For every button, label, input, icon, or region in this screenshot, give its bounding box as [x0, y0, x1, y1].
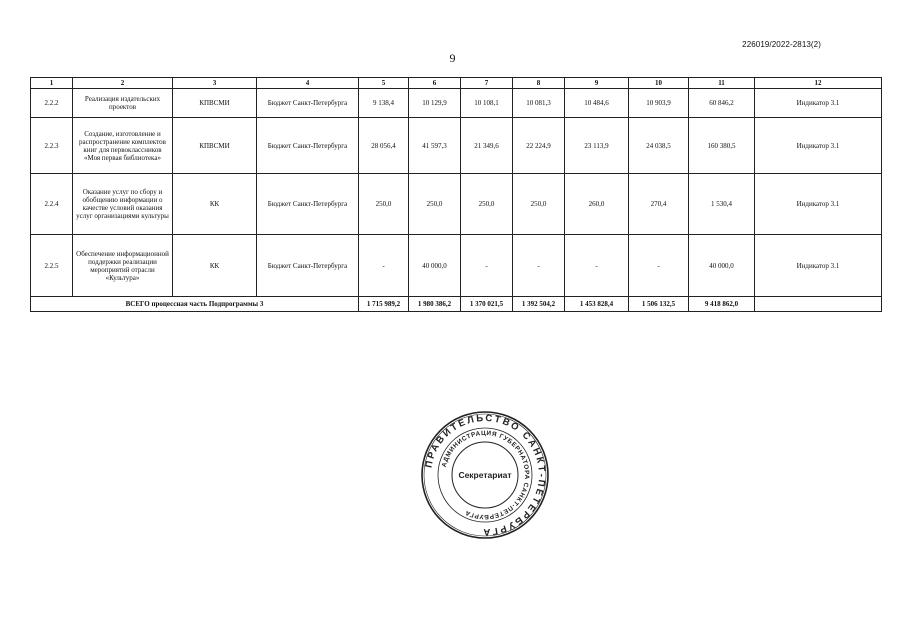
column-header: 12 — [755, 78, 882, 89]
total-empty-cell — [755, 297, 882, 312]
value-cell: - — [359, 235, 409, 297]
total-value: 1 370 021,5 — [461, 297, 513, 312]
value-cell: 10 903,9 — [629, 89, 689, 118]
value-cell: 250,0 — [513, 174, 565, 235]
table-row — [31, 89, 882, 118]
value-cell: 28 056,4 — [359, 118, 409, 174]
column-header: 3 — [173, 78, 257, 89]
executor: КПВСМИ — [173, 118, 257, 174]
indicator: Индикатор 3.1 — [755, 235, 882, 297]
value-cell: 22 224,9 — [513, 118, 565, 174]
value-cell: 160 380,5 — [689, 118, 755, 174]
row-code: 2.2.3 — [31, 118, 73, 174]
executor: КК — [173, 235, 257, 297]
column-header: 1 — [31, 78, 73, 89]
value-cell: 24 038,5 — [629, 118, 689, 174]
column-header: 2 — [73, 78, 173, 89]
executor: КК — [173, 174, 257, 235]
total-value: 1 453 828,4 — [565, 297, 629, 312]
value-cell: 10 484,6 — [565, 89, 629, 118]
value-cell: 9 138,4 — [359, 89, 409, 118]
table-row — [31, 174, 882, 235]
value-cell: 250,0 — [409, 174, 461, 235]
funding-source: Бюджет Санкт-Петербурга — [257, 118, 359, 174]
indicator: Индикатор 3.1 — [755, 118, 882, 174]
value-cell: - — [461, 235, 513, 297]
seal-ring-text: ПРАВИТЕЛЬСТВО САНКТ-ПЕТЕРБУРГА — [423, 412, 548, 538]
total-row — [31, 297, 882, 312]
value-cell: 40 000,0 — [689, 235, 755, 297]
column-header: 11 — [689, 78, 755, 89]
total-value: 1 506 132,5 — [629, 297, 689, 312]
value-cell: - — [513, 235, 565, 297]
budget-table — [30, 77, 882, 312]
value-cell: 10 108,1 — [461, 89, 513, 118]
value-cell: 250,0 — [461, 174, 513, 235]
total-value: 1 980 386,2 — [409, 297, 461, 312]
column-header: 9 — [565, 78, 629, 89]
indicator: Индикатор 3.1 — [755, 174, 882, 235]
header-row — [31, 78, 882, 89]
row-code: 2.2.5 — [31, 235, 73, 297]
table-row — [31, 235, 882, 297]
value-cell: 21 349,6 — [461, 118, 513, 174]
seal-center-text: Секретариат — [458, 470, 512, 480]
funding-source: Бюджет Санкт-Петербурга — [257, 174, 359, 235]
indicator: Индикатор 3.1 — [755, 89, 882, 118]
value-cell: 10 129,9 — [409, 89, 461, 118]
column-header: 10 — [629, 78, 689, 89]
column-header: 5 — [359, 78, 409, 89]
activity-name: Оказание услуг по сбору и обобщению информации о качестве условий оказания услуг организациями культуры — [73, 174, 173, 235]
activity-name: Создание, изготовление и распространение комплектов книг для первоклассников «Моя первая библиотека» — [73, 118, 173, 174]
row-code: 2.2.4 — [31, 174, 73, 235]
column-header: 8 — [513, 78, 565, 89]
table-row — [31, 118, 882, 174]
row-code: 2.2.2 — [31, 89, 73, 118]
value-cell: 40 000,0 — [409, 235, 461, 297]
document-registration-number: 226019/2022-2813(2) — [742, 40, 821, 49]
value-cell: - — [565, 235, 629, 297]
total-value: 1 715 989,2 — [359, 297, 409, 312]
funding-source: Бюджет Санкт-Петербурга — [257, 235, 359, 297]
column-header: 7 — [461, 78, 513, 89]
value-cell: 270,4 — [629, 174, 689, 235]
official-seal — [420, 410, 550, 540]
total-value: 1 392 504,2 — [513, 297, 565, 312]
value-cell: 250,0 — [359, 174, 409, 235]
activity-name: Обеспечение информационной поддержки реализации мероприятий отрасли «Культура» — [73, 235, 173, 297]
value-cell: 23 113,9 — [565, 118, 629, 174]
value-cell: 60 846,2 — [689, 89, 755, 118]
value-cell: 1 530,4 — [689, 174, 755, 235]
value-cell: 41 597,3 — [409, 118, 461, 174]
value-cell: 10 081,3 — [513, 89, 565, 118]
activity-name: Реализация издательских проектов — [73, 89, 173, 118]
column-header: 6 — [409, 78, 461, 89]
column-header: 4 — [257, 78, 359, 89]
total-label: ВСЕГО процессная часть Подпрограммы 3 — [31, 297, 359, 312]
value-cell: - — [629, 235, 689, 297]
value-cell: 260,0 — [565, 174, 629, 235]
executor: КПВСМИ — [173, 89, 257, 118]
seal-inner-ring-text: АДМИНИСТРАЦИЯ ГУБЕРНАТОРА САНКТ-ПЕТЕРБУРГА — [440, 429, 531, 521]
funding-source: Бюджет Санкт-Петербурга — [257, 89, 359, 118]
total-value: 9 418 862,0 — [689, 297, 755, 312]
page-number: 9 — [449, 51, 456, 65]
